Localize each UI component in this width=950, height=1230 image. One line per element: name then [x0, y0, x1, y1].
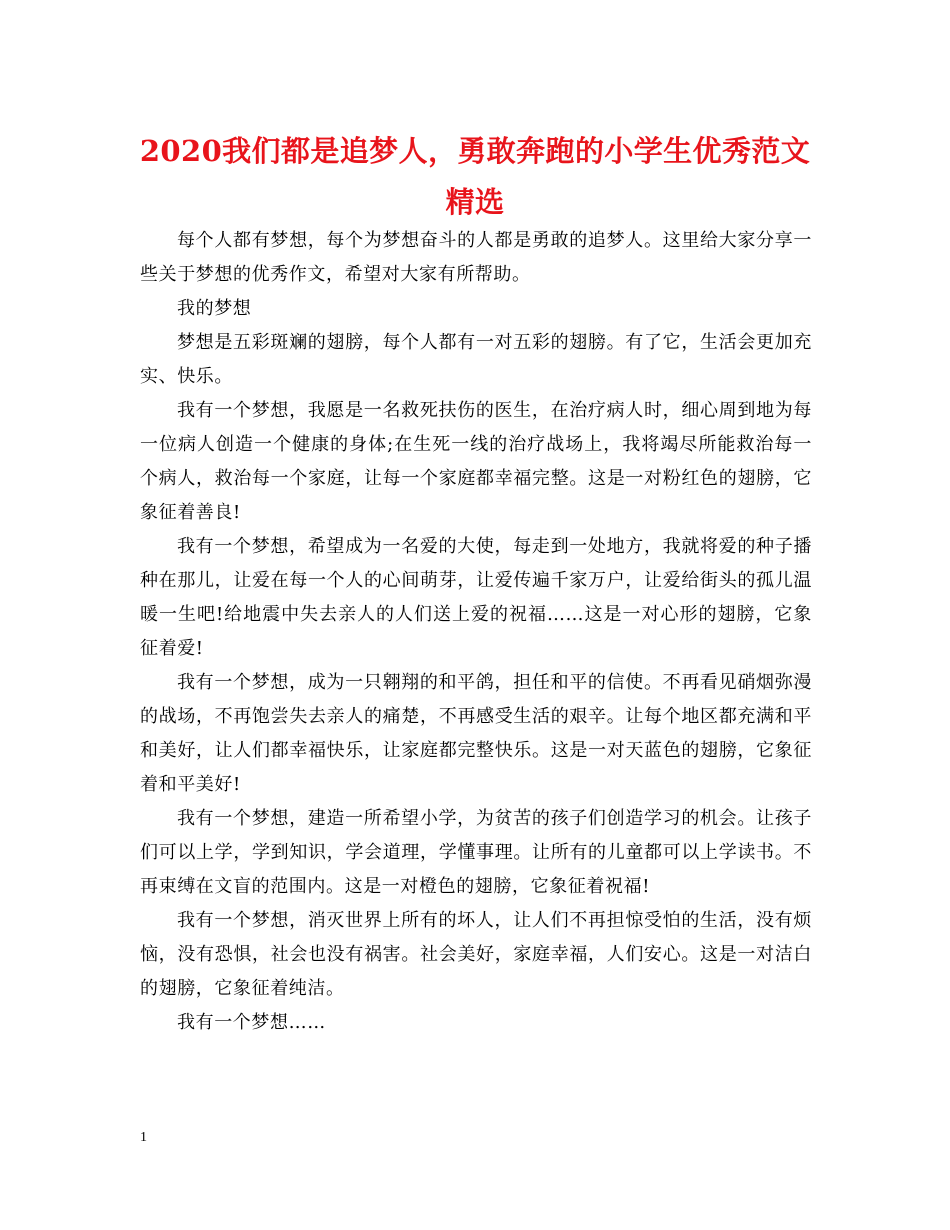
body-paragraph: 我有一个梦想，我愿是一名救死扶伤的医生，在治疗病人时，细心周到地为每一位病人创造一个健康的身体;在生死一线的治疗战场上，我将竭尽所能救治每一个病人，救治每一个家庭，让每一个家庭都幸福完整。这是一对粉红色的翅膀，它象征着善良!: [140, 400, 812, 523]
body-paragraph: 我有一个梦想，希望成为一名爱的大使，每走到一处地方，我就将爱的种子播种在那儿，让爱在每一个人的心间萌芽，让爱传遍千家万户，让爱给街头的孤儿温暖一生吧!给地震中失去亲人的人们送上爱的祝福……这是一对心形的翅膀，它象征着爱!: [140, 536, 812, 659]
intro-paragraph: 每个人都有梦想，每个为梦想奋斗的人都是勇敢的追梦人。这里给大家分享一些关于梦想的优秀作文，希望对大家有所帮助。: [140, 230, 812, 285]
body-paragraph: 我有一个梦想，消灭世界上所有的坏人，让人们不再担惊受怕的生活，没有烦恼，没有恐惧，社会也没有祸害。社会美好，家庭幸福，人们安心。这是一对洁白的翅膀，它象征着纯洁。: [140, 910, 812, 999]
body-paragraph: 我有一个梦想……: [177, 1012, 326, 1033]
essay-title: 我的梦想: [177, 298, 252, 319]
document-title: 2020我们都是追梦人，勇敢奔跑的小学生优秀范文精选: [139, 134, 811, 219]
body-paragraph: 我有一个梦想，建造一所希望小学，为贫苦的孩子们创造学习的机会。让孩子们可以上学，学到知识，学会道理，学懂事理。让所有的儿童都可以上学读书。不再束缚在文盲的范围内。这是一对橙色的翅膀，它象征着祝福!: [140, 808, 812, 897]
document-body: [140, 224, 812, 1040]
body-paragraph: 梦想是五彩斑斓的翅膀，每个人都有一对五彩的翅膀。有了它，生活会更加充实、快乐。: [140, 332, 812, 387]
body-paragraph: 我有一个梦想，成为一只翱翔的和平鸽，担任和平的信使。不再看见硝烟弥漫的战场，不再饱尝失去亲人的痛楚，不再感受生活的艰辛。让每个地区都充满和平和美好，让人们都幸福快乐，让家庭都完整快乐。这是一对天蓝色的翅膀，它象征着和平美好!: [140, 672, 812, 795]
page-number: 1: [140, 1130, 147, 1145]
